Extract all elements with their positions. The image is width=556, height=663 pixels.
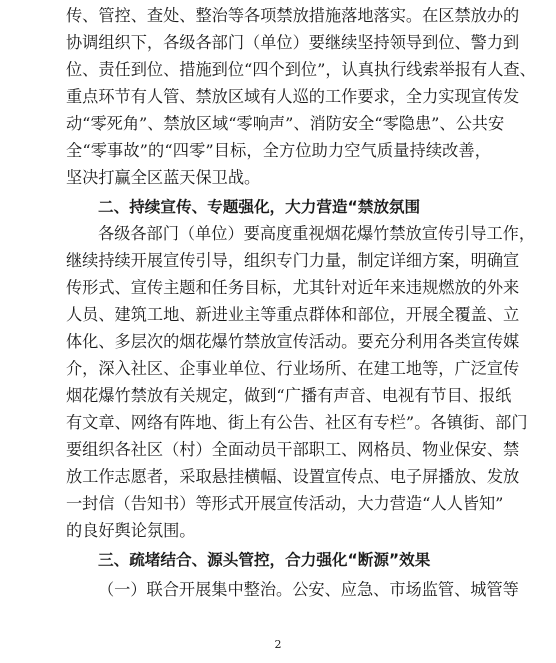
page-number: 2 <box>274 638 282 651</box>
body-text-line: 体化、多层次的烟花爆竹禁放宣传活动。要充分利用各类宣传媒 <box>66 332 520 351</box>
body-text-line: 重点环节有人管、禁放区域有人巡的工作要求，全力实现宣传发 <box>66 87 520 106</box>
body-text-line: 传、管控、查处、整治等各项禁放措施落地落实。在区禁放办的 <box>66 6 520 25</box>
body-text-line: 位、责任到位、措施到位“四个到位”，认真执行线索举报有人查、 <box>66 60 536 79</box>
body-text-line: 介，深入社区、企事业单位、行业场所、在建工地等，广泛宣传 <box>66 359 520 378</box>
body-text-line: 要组织各社区（村）全面动员干部职工、网格员、物业保安、禁 <box>66 440 520 459</box>
body-text-line: 放工作志愿者，采取悬挂横幅、设置宣传点、电子屏播放、发放 <box>66 467 520 486</box>
body-text-line: 继续持续开展宣传引导，组织专门力量，制定详细方案，明确宣 <box>66 251 520 270</box>
body-text-line: 烟花爆竹禁放有关规定，做到“广播有声音、电视有节目、报纸 <box>66 386 512 405</box>
body-text-line: 的良好舆论氛围。 <box>66 521 196 540</box>
body-text-line: （一）联合开展集中整治。公安、应急、市场监管、城管等 <box>98 580 519 599</box>
body-text-line: 各级各部门（单位）要高度重视烟花爆竹禁放宣传引导工作， <box>98 224 536 243</box>
section-heading-3: 三、疏堵结合、源头管控，合力强化“断源”效果 <box>98 551 431 569</box>
section-heading-2: 二、持续宣传、专题强化，大力营造“禁放氛围 <box>98 198 421 216</box>
body-text-line: 人员、建筑工地、新进业主等重点群体和部位，开展全覆盖、立 <box>66 305 520 324</box>
body-text-line: 有文章、网络有阵地、街上有公告、社区有专栏”。各镇街、部门 <box>66 413 528 432</box>
body-text-line: 全“零事故”的“四零”目标，全方位助力空气质量持续改善， <box>66 141 491 160</box>
body-text-line: 动“零死角”、禁放区域“零响声”、消防安全“零隐患”、公共安 <box>66 114 505 133</box>
body-text-line: 协调组织下，各级各部门（单位）要继续坚持领导到位、警力到 <box>66 33 520 52</box>
body-text-line: 传形式、宣传主题和任务目标，尤其针对近年来违规燃放的外来 <box>66 278 520 297</box>
body-text-line: 一封信（告知书）等形式开展宣传活动，大力营造“人人皆知” <box>66 494 504 513</box>
body-text-line: 坚决打赢全区蓝天保卫战。 <box>66 168 261 187</box>
